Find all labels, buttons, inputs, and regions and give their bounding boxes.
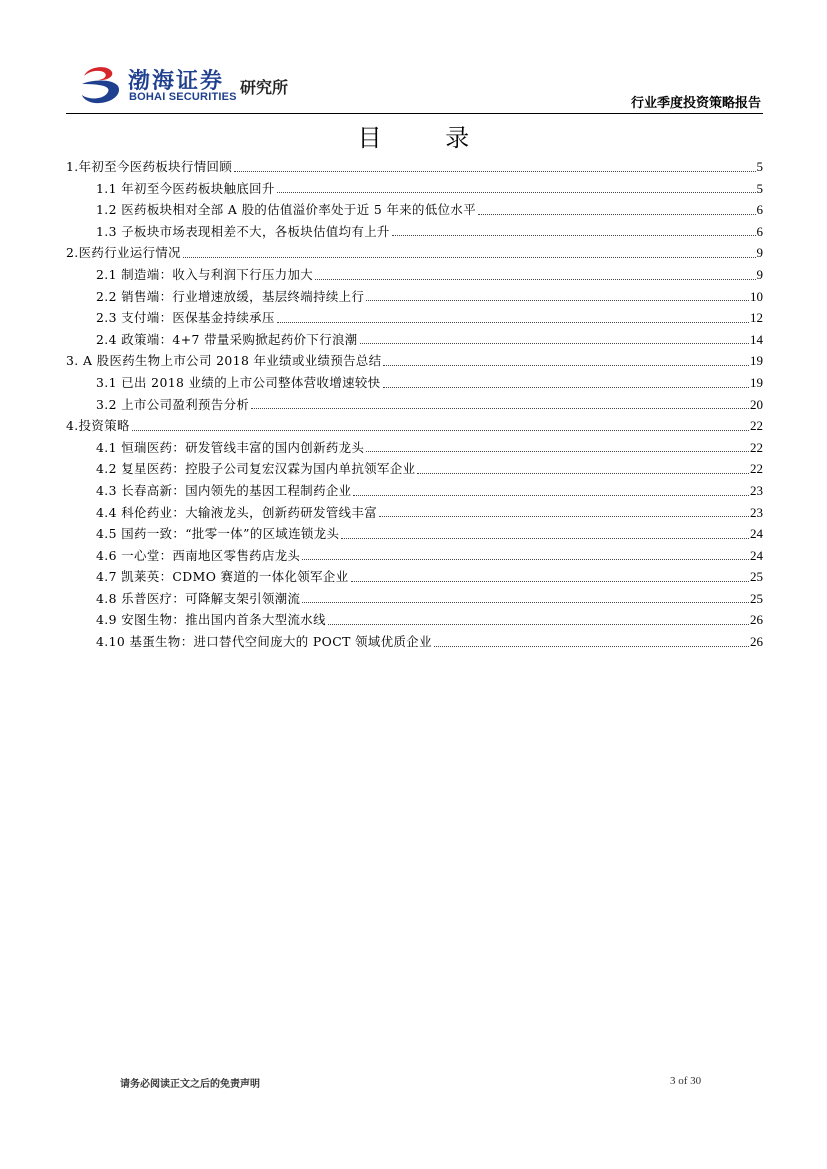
- toc-entry-title: 2.2 销售端：行业增速放缓，基层终端持续上行: [96, 288, 365, 304]
- toc-entry-page: 22: [750, 461, 763, 477]
- toc-dot-leader: [392, 235, 756, 236]
- toc-entry[interactable]: [66, 545, 763, 567]
- toc-dot-leader: [183, 257, 756, 258]
- toc-entry-page: 23: [750, 482, 763, 498]
- toc-entry[interactable]: [66, 156, 763, 178]
- toc-dot-leader: [379, 516, 749, 517]
- toc-dot-leader: [383, 387, 750, 388]
- toc-entry[interactable]: [66, 631, 763, 653]
- toc-entry-title: 4.3 长春高新：国内领先的基因工程制药企业: [96, 482, 352, 498]
- toc-entry-page: 5: [756, 159, 763, 174]
- toc-entry-title: 4.2 复星医药：控股子公司复宏汉霖为国内单抗领军企业: [96, 461, 416, 477]
- report-type: 行业季度投资策略报告: [630, 96, 761, 111]
- toc-entry[interactable]: [66, 523, 763, 545]
- toc-dot-leader: [251, 408, 749, 409]
- toc-entry-title: 1.年初至今医药板块行情回顾: [66, 159, 233, 174]
- toc-entry[interactable]: [66, 307, 763, 329]
- logo-english-name: BOHAI SECURITIES: [129, 91, 237, 103]
- toc-dot-leader: [383, 365, 749, 366]
- toc-entry-page: 22: [750, 439, 763, 455]
- toc-dot-leader: [366, 300, 749, 301]
- toc-entry-title: 2.3 支付端：医保基金持续承压: [96, 310, 275, 326]
- toc-entry[interactable]: [66, 480, 763, 502]
- logo-chinese-name: 渤海证券: [128, 69, 225, 94]
- toc-entry-page: 22: [750, 418, 763, 434]
- toc-entry-title: 4.9 安图生物：推出国内首条大型流水线: [96, 612, 326, 628]
- toc-dot-leader: [302, 602, 749, 603]
- toc-entry[interactable]: [66, 178, 763, 200]
- toc-entry-page: 6: [756, 223, 763, 239]
- toc-entry-page: 24: [750, 526, 763, 542]
- toc-entry-page: 6: [756, 202, 763, 218]
- toc-entry-title: 4.6 一心堂：西南地区零售药店龙头: [96, 547, 301, 563]
- toc-entry[interactable]: [66, 609, 763, 631]
- toc-entry-page: 14: [750, 331, 763, 347]
- logo-institute: 研究所: [240, 78, 289, 97]
- toc-dot-leader: [277, 322, 749, 323]
- footer-page-number: 3 of 30: [670, 1075, 702, 1087]
- toc-entry[interactable]: [66, 458, 763, 480]
- toc-entry-page: 10: [750, 288, 763, 304]
- toc-dot-leader: [351, 581, 749, 582]
- toc-entry[interactable]: [66, 329, 763, 351]
- toc-dot-leader: [366, 451, 749, 452]
- toc-dot-leader: [434, 646, 749, 647]
- toc-dot-leader: [478, 214, 756, 215]
- toc-entry-page: 24: [750, 547, 763, 563]
- toc-dot-leader: [132, 430, 749, 431]
- toc-entry-title: 4.10 基蛋生物：进口替代空间庞大的 POCT 领域优质企业: [96, 634, 432, 650]
- toc-entry-page: 5: [756, 180, 763, 196]
- toc-entry-title: 2.医药行业运行情况: [66, 245, 181, 261]
- toc-entry-page: 20: [750, 396, 763, 412]
- toc-entry-title: 3.2 上市公司盈利预告分析: [96, 396, 250, 412]
- toc-entry-page: 26: [750, 634, 763, 650]
- logo-mark-icon: [78, 62, 124, 106]
- toc-dot-leader: [417, 473, 749, 474]
- toc-entry-title: 1.1 年初至今医药板块触底回升: [96, 180, 275, 196]
- toc-entry[interactable]: [66, 221, 763, 243]
- toc-entry[interactable]: [66, 437, 763, 459]
- toc-entry-page: 25: [750, 569, 763, 585]
- toc-dot-leader: [277, 192, 756, 193]
- toc-entry-page: 9: [756, 245, 763, 261]
- toc-entry[interactable]: [66, 502, 763, 524]
- toc-entry[interactable]: [66, 286, 763, 308]
- toc-entry-title: 4.7 凯莱英：CDMO 赛道的一体化领军企业: [96, 569, 349, 585]
- footer-disclaimer: 请务必阅读正文之后的免责声明: [120, 1079, 260, 1090]
- toc-entry-title: 3.1 已出 2018 业绩的上市公司整体营收增速较快: [96, 374, 381, 390]
- toc-entry-title: 4.5 国药一致：“批零一体”的区域连锁龙头: [96, 526, 340, 542]
- toc-entry[interactable]: [66, 264, 763, 286]
- toc-dot-leader: [341, 538, 749, 539]
- toc-entry[interactable]: [66, 242, 763, 264]
- toc-entry-title: 1.2 医药板块相对全部 A 股的估值溢价率处于近 5 年来的低位水平: [96, 202, 476, 218]
- toc-entry[interactable]: [66, 566, 763, 588]
- toc-dot-leader: [315, 279, 755, 280]
- toc-entry[interactable]: [66, 588, 763, 610]
- toc-dot-leader: [353, 495, 749, 496]
- toc-entry-title: 4.投资策略: [66, 418, 130, 434]
- toc-dot-leader: [360, 343, 749, 344]
- bohai-logo: [78, 62, 358, 108]
- toc-entry[interactable]: [66, 415, 763, 437]
- toc-entry-page: 9: [756, 266, 763, 282]
- toc-entry-title: 4.1 恒瑞医药：研发管线丰富的国内创新药龙头: [96, 439, 365, 455]
- toc-entry-title: 4.8 乐普医疗：可降解支架引领潮流: [96, 590, 301, 606]
- toc-entry[interactable]: [66, 350, 763, 372]
- toc-entry[interactable]: [66, 394, 763, 416]
- toc-entry-page: 19: [750, 353, 763, 369]
- toc-dot-leader: [234, 171, 755, 172]
- toc-entry-page: 25: [750, 590, 763, 606]
- toc-title: 目 录: [357, 124, 498, 152]
- toc-entry[interactable]: [66, 199, 763, 221]
- toc-entry[interactable]: [66, 372, 763, 394]
- toc-entry-page: 19: [750, 374, 763, 390]
- toc-entry-title: 2.1 制造端：收入与利润下行压力加大: [96, 266, 314, 282]
- table-of-contents: [66, 156, 763, 653]
- toc-entry-page: 23: [750, 504, 763, 520]
- toc-entry-title: 4.4 科伦药业：大输液龙头，创新药研发管线丰富: [96, 504, 378, 520]
- toc-entry-page: 12: [750, 310, 763, 326]
- toc-dot-leader: [302, 559, 749, 560]
- toc-entry-page: 26: [750, 612, 763, 628]
- toc-entry-title: 2.4 政策端：4+7 带量采购掀起药价下行浪潮: [96, 331, 358, 347]
- toc-entry-title: 1.3 子板块市场表现相差不大，各板块估值均有上升: [96, 223, 390, 239]
- page-header: [66, 60, 763, 112]
- toc-entry-title: 3. A 股医药生物上市公司 2018 年业绩或业绩预告总结: [66, 353, 382, 369]
- header-divider: [66, 113, 763, 114]
- toc-dot-leader: [328, 624, 749, 625]
